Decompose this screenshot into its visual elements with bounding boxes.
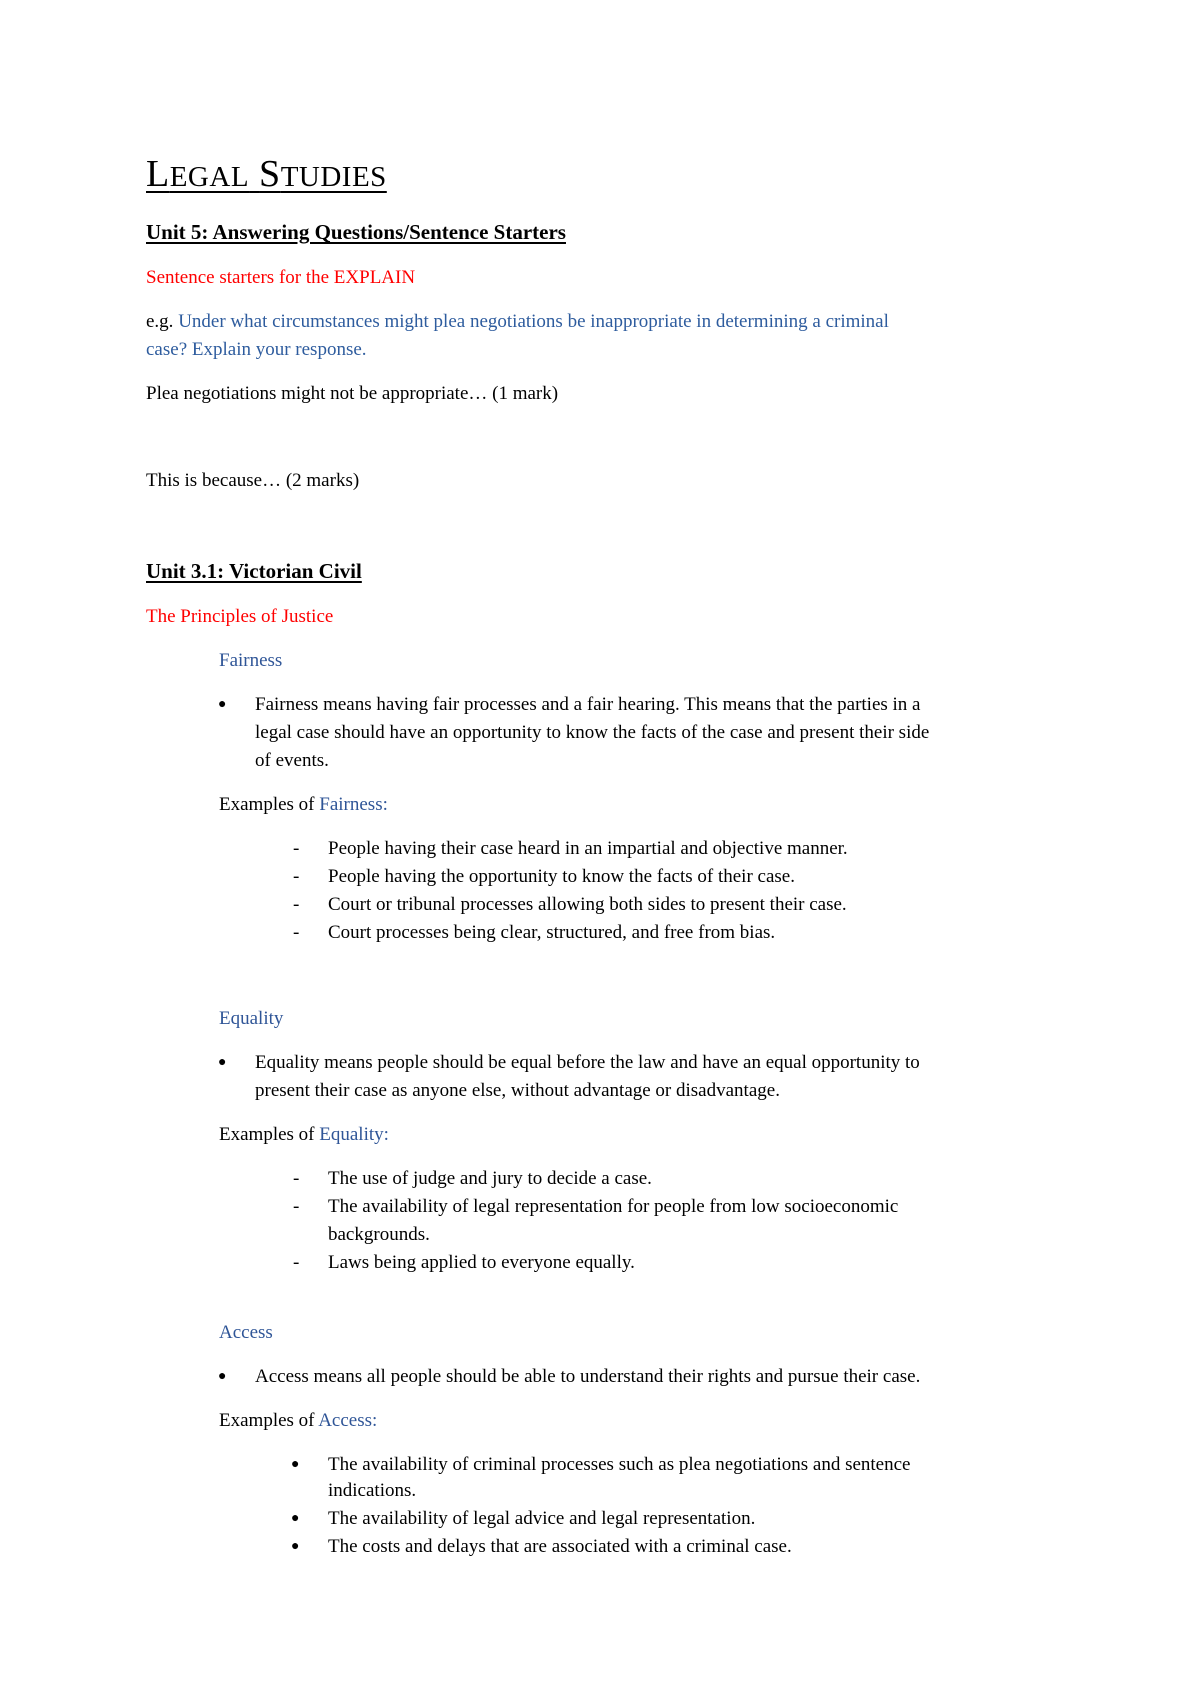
- answer-starter-1: Plea negotiations might not be appropriate… (1 mark): [146, 383, 559, 404]
- dash-icon: -: [293, 1252, 300, 1273]
- access-bullet-icon: ●: [218, 1369, 227, 1384]
- equality-example-1: The use of judge and jury to decide a case.: [328, 1168, 652, 1189]
- access-heading: Access: [219, 1322, 273, 1343]
- examples-term: Access:: [318, 1410, 378, 1431]
- fairness-examples-label: [219, 791, 388, 819]
- equality-bullet-icon: ●: [218, 1055, 227, 1070]
- fairness-heading: Fairness: [219, 650, 283, 671]
- access-examples-label: [219, 1407, 377, 1435]
- dash-icon: -: [293, 838, 300, 859]
- fairness-example-4: Court processes being clear, structured, and free from bias.: [328, 922, 776, 943]
- dash-icon: -: [293, 866, 300, 887]
- unit31-heading: Unit 3.1: Victorian Civil: [146, 559, 362, 583]
- fairness-definition-line1: Fairness means having fair processes and a fair hearing. This means that the parties in a: [255, 694, 921, 715]
- access-example-bullet-icon: ●: [291, 1457, 300, 1472]
- fairness-example-3: Court or tribunal processes allowing both sides to present their case.: [328, 894, 847, 915]
- example-question-line1: [146, 308, 889, 336]
- examples-term: Fairness:: [319, 794, 388, 815]
- examples-prefix: Examples of: [219, 1410, 319, 1431]
- dash-icon: -: [293, 1196, 300, 1217]
- dash-icon: -: [293, 922, 300, 943]
- sentence-starters-label: Sentence starters for the EXPLAIN: [146, 267, 416, 288]
- title-rest-egal: EGAL: [169, 161, 250, 193]
- fairness-example-2: People having the opportunity to know the facts of their case.: [328, 866, 795, 887]
- examples-prefix: Examples of: [219, 1124, 320, 1145]
- fairness-example-1: People having their case heard in an impartial and objective manner.: [328, 838, 848, 859]
- principles-label: The Principles of Justice: [146, 606, 334, 627]
- title-initial-l: L: [146, 153, 170, 195]
- eg-prefix: e.g.: [146, 311, 179, 332]
- fairness-definition-line2: legal case should have an opportunity to know the facts of the case and present their side: [255, 722, 930, 743]
- unit5-heading: Unit 5: Answering Questions/Sentence Starters: [146, 220, 566, 244]
- access-example-bullet-icon: ●: [291, 1511, 300, 1526]
- equality-definition-line1: Equality means people should be equal before the law and have an equal opportunity to: [255, 1052, 920, 1073]
- access-example-1-line2: indications.: [328, 1480, 417, 1501]
- fairness-bullet-icon: ●: [218, 697, 227, 712]
- answer-starter-2: This is because… (2 marks): [146, 470, 360, 491]
- equality-example-3: Laws being applied to everyone equally.: [328, 1252, 635, 1273]
- equality-example-2-line2: backgrounds.: [328, 1224, 430, 1245]
- equality-example-2-line1: The availability of legal representation for people from low socioeconomic: [328, 1196, 899, 1217]
- fairness-definition-line3: of events.: [255, 750, 329, 771]
- question-text: Under what circumstances might plea negotiations be inappropriate in determining a criminal: [178, 311, 889, 332]
- equality-examples-label: [219, 1121, 389, 1149]
- title-rest-tudies: TUDIES: [280, 161, 387, 193]
- access-example-1-line1: The availability of criminal processes such as plea negotiations and sentence: [328, 1454, 911, 1475]
- document-title: [146, 152, 387, 199]
- dash-icon: -: [293, 1168, 300, 1189]
- title-initial-s: S: [259, 153, 281, 195]
- access-definition-line1: Access means all people should be able to understand their rights and pursue their case.: [255, 1366, 921, 1387]
- access-example-2: The availability of legal advice and legal representation.: [328, 1508, 756, 1529]
- access-example-bullet-icon: ●: [291, 1539, 300, 1554]
- equality-definition-line2: present their case as anyone else, without advantage or disadvantage.: [255, 1080, 780, 1101]
- example-question-line2: case? Explain your response.: [146, 339, 367, 360]
- access-example-3: The costs and delays that are associated with a criminal case.: [328, 1536, 792, 1557]
- examples-prefix: Examples of: [219, 794, 320, 815]
- examples-term: Equality:: [319, 1124, 389, 1145]
- dash-icon: -: [293, 894, 300, 915]
- equality-heading: Equality: [219, 1008, 284, 1029]
